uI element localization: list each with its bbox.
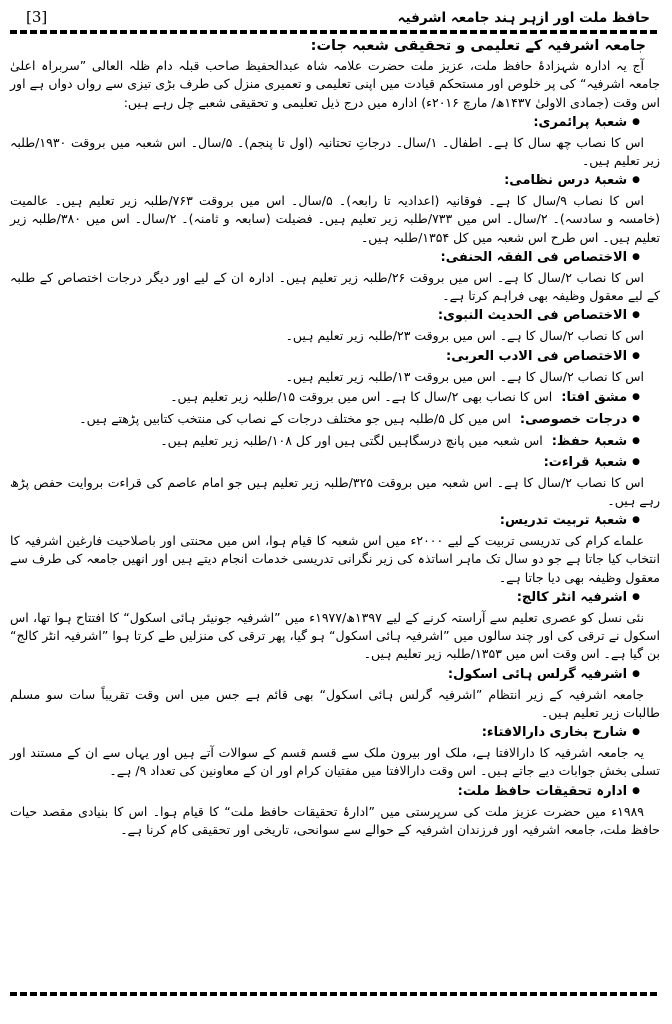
bullet-icon: ● [632, 785, 640, 796]
bullet-inline-text: اس کا نصاب بھی ۲/سال کا ہے۔ اس میں بروقت ۱۵/طلبہ زیر تعلیم ہیں۔ [170, 388, 553, 404]
bullet-heading-hifz [10, 432, 640, 452]
bullet-icon: ● [632, 391, 640, 402]
footer-divider [10, 992, 660, 996]
bullet-label: شعبۂ تربیت تدریس: [499, 513, 628, 529]
intro-paragraph: آج یہ ادارہ شہزادۂ حافظ ملت، عزیز ملت حضرت علامہ شاہ عبدالحفیظ صاحب قبلہ دام ظلہ العالی ”سربراہ اعلیٰ جامعہ اشرفیہ“ کی پر خلوص اور مستحکم قیادت میں اپنی تعلیمی و تعمیری منزل کی طرف بڑی تیزی سے رواں دواں ہے اور اس وقت (جمادی الاولیٰ ۱۴۳۷ھ/ مارچ ۲۰۱۶ء) ادارہ میں درج ذیل تعلیمی و تحقیقی شعبے چل رہے ہیں: [10, 58, 660, 110]
bullet-text-idara-tahqiqat: ۱۹۸۹ء میں حضرت عزیز ملت کی سرپرستی میں ”ادارۂ تحقیقات حافظ ملت“ کا قیام ہوا۔ اس کا بنیادی مقصد حیات حافظ ملت، جامعہ اشرفیہ اور فرزندان اشرفیہ کے حوالے سے سوانحی، تاریخی اور تحقیقی کام کرنا ہے۔ [10, 803, 660, 837]
bullet-icon: ● [632, 591, 640, 602]
bullet-label: اشرفیہ انٹر کالج: [516, 589, 628, 605]
page-header [10, 6, 660, 26]
bullet-label: شعبۂ پرائمری: [533, 114, 628, 130]
bullet-label: مشق افتا: [561, 389, 628, 405]
bullet-heading-qirat [10, 454, 640, 473]
book-title: حافظ ملت اور ازہر ہند جامعہ اشرفیہ [397, 10, 650, 26]
bullet-heading-mashq-ifta [10, 388, 640, 408]
bullet-heading-hadith-nabawi [10, 307, 640, 326]
bullet-heading-darul-ifta [10, 724, 640, 743]
bullet-text-darul-ifta: یہ جامعہ اشرفیہ کا دارالافتا ہے، ملک اور بیرون ملک سے قسم قسم کے سوالات آتے ہیں اور یہاں سے ان کے مستند اور تسلی بخش جوابات دیے جاتے ہیں۔ اس وقت دارالافتا میں مفتیان کرام اور ان کے معاونین کی تعداد ۹/ ہے۔ [10, 745, 660, 779]
bullet-label: ادارہ تحقیقات حافظ ملت: [457, 783, 628, 799]
bullet-heading-inter-college [10, 589, 640, 608]
bullet-label: شعبۂ درس نظامی: [504, 173, 628, 189]
bullet-text-hadith-nabawi: اس کا نصاب ۲/سال کا ہے۔ اس میں بروقت ۲۳/طلبہ زیر تعلیم ہیں۔ [285, 328, 644, 344]
bullet-icon: ● [632, 727, 640, 738]
bullet-heading-adab-arabi [10, 348, 640, 367]
bullet-icon: ● [632, 350, 640, 361]
bullet-label: درجات خصوصی: [519, 411, 628, 427]
bullet-text-fiqh-hanafi: اس کا نصاب ۲/سال کا ہے۔ اس میں بروقت ۲۶/طلبہ زیر تعلیم ہیں۔ ادارہ ان کے لیے اور دیگر درجات اختصاص کے طلبہ کے لیے معقول وظیفہ بھی فراہم کرتا ہے۔ [10, 269, 660, 304]
bullet-icon: ● [632, 116, 640, 127]
bullet-label: الاختصاص فی الادب العربی: [446, 348, 628, 364]
bullet-label: شعبۂ قراءت: [543, 454, 628, 470]
page-number: [3] [26, 8, 48, 26]
bullet-label: شارح بخاری دارالافتاء: [481, 725, 628, 741]
bullet-heading-girls-high-school [10, 666, 640, 685]
bullet-label: اشرفیہ گرلس ہائی اسکول: [447, 666, 628, 682]
bullet-heading-darajat-khususi [10, 410, 640, 430]
bullet-heading-idara-tahqiqat [10, 783, 640, 802]
bullet-heading-fiqh-hanafi [10, 249, 640, 268]
bullet-inline-text: اس میں کل ۵/طلبہ ہیں جو مختلف درجات کے نصاب کی منتخب کتابیں پڑھتے ہیں۔ [79, 410, 511, 426]
bullet-icon: ● [632, 515, 640, 526]
bullet-label: شعبۂ حفظ: [551, 433, 628, 449]
bullet-label: الاختصاص فی الفقہ الحنفی: [440, 249, 628, 265]
bullet-icon: ● [632, 668, 640, 679]
bullet-text-darse-nizami: اس کا نصاب ۹/سال کا ہے۔ فوقانیہ (اعدادیہ تا رابعہ)۔ ۵/سال۔ اس میں بروقت ۷۶۳/طلبہ زیر تعلیم ہیں۔ عالمیت (خامسہ و سادسہ)۔ ۲/سال۔ اس میں ۷۳۳/طلبہ زیر تعلیم ہیں۔ فضیلت (سابعہ و ثامنہ)۔ ۲/سال۔ اس میں ۳۸۰/طلبہ زیر تعلیم ہیں۔ اس طرح اس شعبہ میں کل ۱۳۵۴/طلبہ ہیں۔ [10, 193, 661, 245]
bullet-text-girls-high-school: جامعہ اشرفیہ کے زیر انتظام ”اشرفیہ گرلس ہائی اسکول“ بھی قائم ہے جس میں اس وقت تقریباً سات سو مسلم طالبات زیر تعلیم ہیں۔ [10, 686, 660, 720]
bullet-icon: ● [632, 251, 640, 262]
header-divider [10, 30, 660, 34]
bullet-inline-text: اس شعبہ میں پانچ درسگاہیں لگتی ہیں اور کل ۱۰۸/طلبہ زیر تعلیم ہیں۔ [160, 432, 543, 448]
bullet-text-primary: اس کا نصاب چھ سال کا ہے۔ اطفال۔ ۱/سال۔ درجاتِ تحتانیہ (اول تا پنجم)۔ ۵/سال۔ اس شعبہ میں بروقت ۱۹۳۰/طلبہ زیر تعلیم ہیں۔ [10, 134, 660, 168]
bullet-heading-primary [10, 114, 640, 133]
bullet-icon: ● [632, 175, 640, 186]
bullet-text-tarbiyat-tadris: علماے کرام کی تدریسی تربیت کے لیے ۲۰۰۰ء میں اس شعبہ کا قیام ہوا، اس میں محنتی اور باصلاحیت فارغین اشرفیہ کا انتخاب کیا جاتا ہے جو دو سال تک ماہر اساتذہ کی زیر نگرانی تدریسی خدمات انجام دیتے ہیں اور انھیں جامعہ کی طرف سے معقول وظیفہ بھی دیا جاتا ہے۔ [10, 533, 660, 585]
bullet-icon: ● [632, 456, 640, 467]
bullet-heading-darse-nizami [10, 172, 640, 191]
bullet-icon: ● [632, 435, 640, 446]
bullet-text-qirat: اس کا نصاب ۲/سال کا ہے۔ اس شعبہ میں بروقت ۳۲۵/طلبہ زیر تعلیم ہیں جو امام عاصم کی قراءت بروایت حفص پڑھ رہے ہیں۔ [10, 474, 660, 508]
section-title: جامعہ اشرفیہ کے تعلیمی و تحقیقی شعبہ جات: [310, 38, 646, 54]
bullet-text-inter-college: نئی نسل کو عصری تعلیم سے آراستہ کرنے کے لیے ۱۳۹۷ھ/۱۹۷۷ء میں ”اشرفیہ جونیئر ہائی اسکول“ کا افتتاح ہوا تھا، اس اسکول نے ترقی کی اور چند سالوں میں ”اشرفیہ ہائی اسکول“ ہو گیا، پھر ترقی کی منزلیں طے کرتا ہوا ”اشرفیہ انٹر کالج“ بن گیا ہے۔ اس وقت اس میں ۱۳۵۳/طلبہ زیر تعلیم ہیں۔ [10, 609, 660, 662]
bullet-label: الاختصاص فی الحدیث النبوی: [437, 308, 628, 324]
bullet-icon: ● [632, 310, 640, 321]
bullet-text-adab-arabi: اس کا نصاب ۲/سال کا ہے۔ اس میں بروقت ۱۳/طلبہ زیر تعلیم ہیں۔ [285, 368, 644, 384]
bullet-icon: ● [632, 413, 640, 424]
bullet-heading-tarbiyat-tadris [10, 512, 640, 531]
